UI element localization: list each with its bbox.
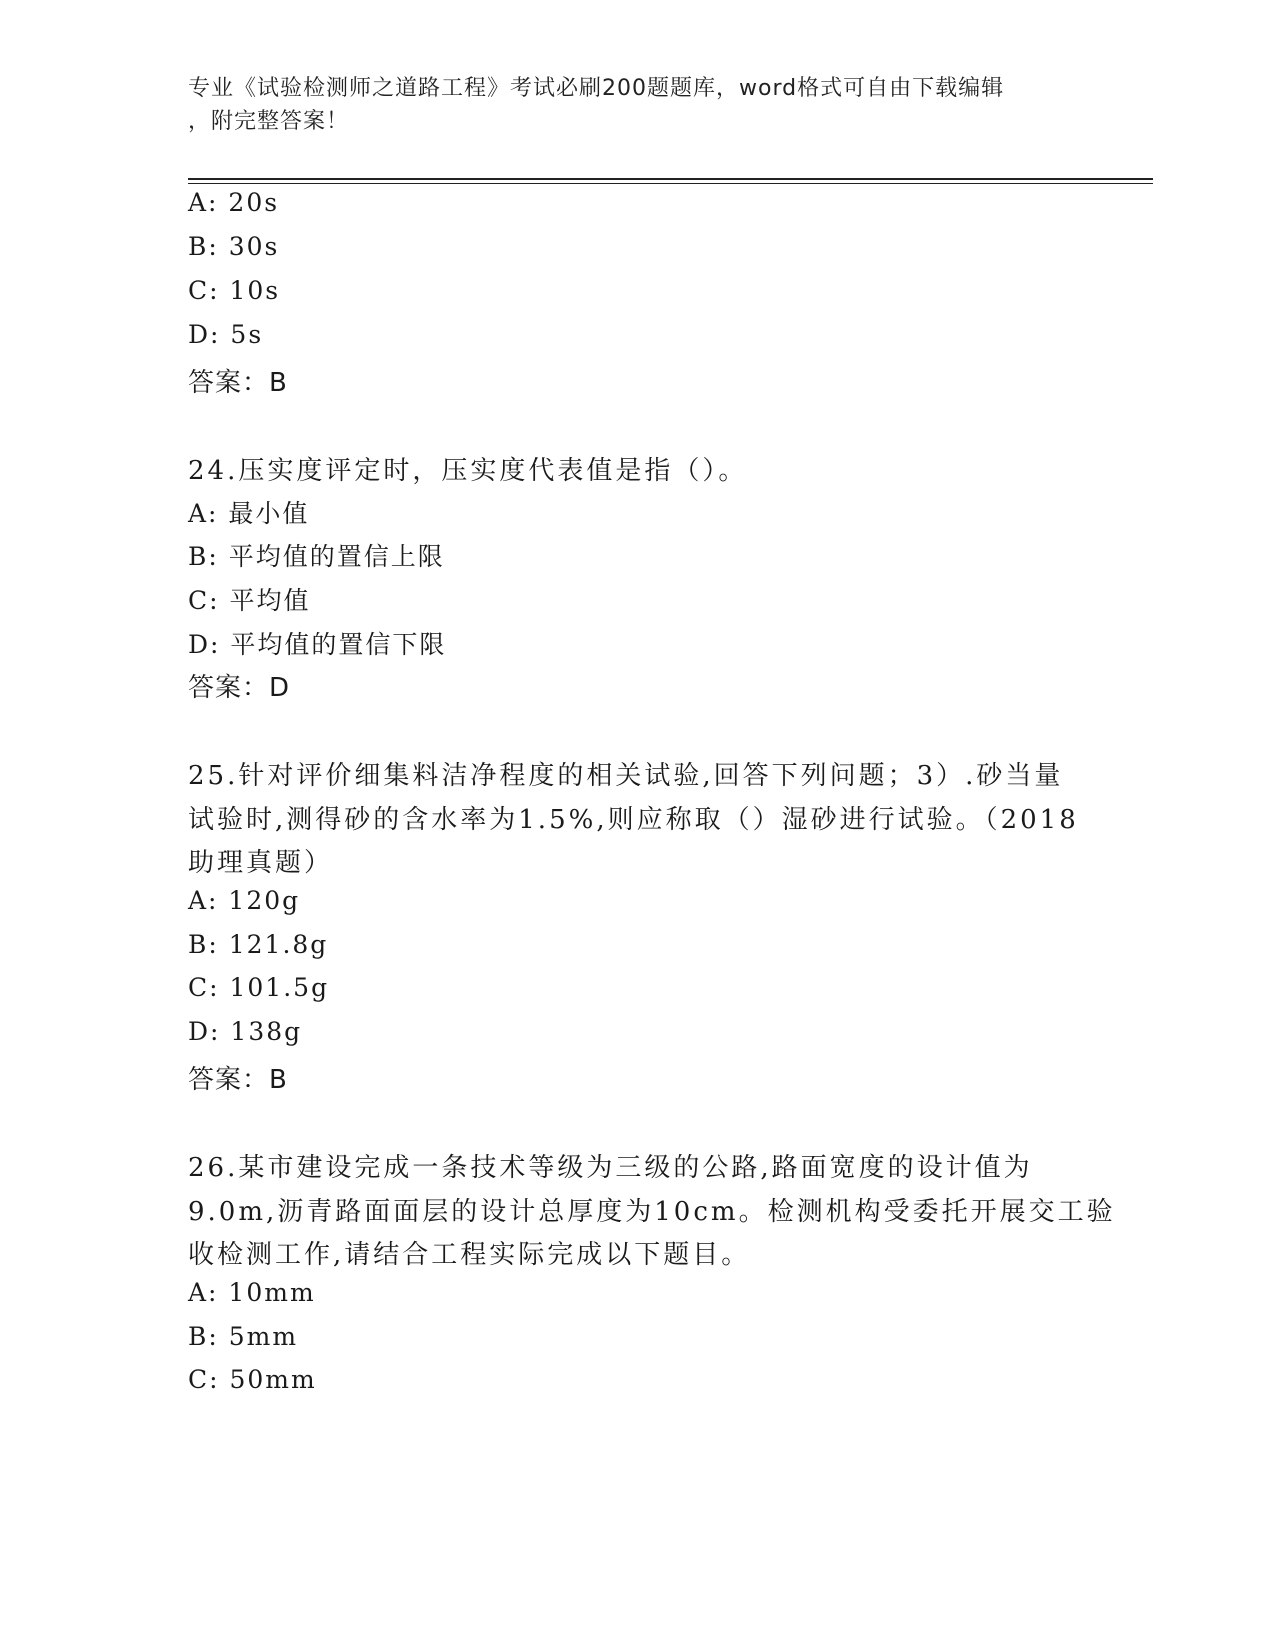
q26-option-a: A: 10mm: [188, 1278, 316, 1307]
q24-option-b: B: 平均值的置信上限: [188, 542, 445, 571]
q24-option-a: A: 最小值: [188, 499, 310, 528]
q23-answer: 答案：B: [188, 368, 288, 398]
q24-answer: 答案：D: [188, 673, 291, 703]
document-header: [188, 72, 1088, 138]
q23-option-b: B: 30s: [188, 232, 280, 261]
q23-option-a: A: 20s: [188, 188, 280, 217]
header-title-line-1: 专业《试验检测师之道路工程》考试必刷200题题库，word格式可自由下载编辑: [188, 76, 1005, 101]
q25-answer: 答案：B: [188, 1065, 288, 1095]
q24-option-c: C: 平均值: [188, 586, 311, 615]
q23-option-d: D: 5s: [188, 320, 264, 349]
q24-question: 24.压实度评定时，压实度代表值是指（）。: [188, 456, 748, 486]
q25-question-line-3: 助理真题）: [188, 848, 334, 878]
q25-option-c: C: 101.5g: [188, 973, 330, 1002]
header-title-line-2: ，附完整答案！: [188, 109, 350, 134]
q25-option-d: D: 138g: [188, 1017, 303, 1046]
q26-option-b: B: 5mm: [188, 1322, 299, 1351]
q23-option-c: C: 10s: [188, 276, 281, 305]
q26-question-line-2: 9.0m,沥青路面面层的设计总厚度为10cm。检测机构受委托开展交工验: [188, 1197, 1116, 1227]
q24-option-d: D: 平均值的置信下限: [188, 630, 447, 659]
q26-question-line-1: 26.某市建设完成一条技术等级为三级的公路,路面宽度的设计值为: [188, 1153, 1033, 1183]
q26-question-line-3: 收检测工作,请结合工程实际完成以下题目。: [188, 1240, 751, 1270]
header-rule-thick: [188, 178, 1153, 180]
q25-option-b: B: 121.8g: [188, 930, 329, 959]
header-rule-thin: [188, 183, 1153, 184]
q25-question-line-2: 试验时,测得砂的含水率为1.5%,则应称取（）湿砂进行试验。（2018: [188, 805, 1079, 835]
q26-option-c: C: 50mm: [188, 1365, 317, 1394]
q25-option-a: A: 120g: [188, 886, 301, 915]
q25-question-line-1: 25.针对评价细集料洁净程度的相关试验,回答下列问题；3）.砂当量: [188, 761, 1064, 791]
